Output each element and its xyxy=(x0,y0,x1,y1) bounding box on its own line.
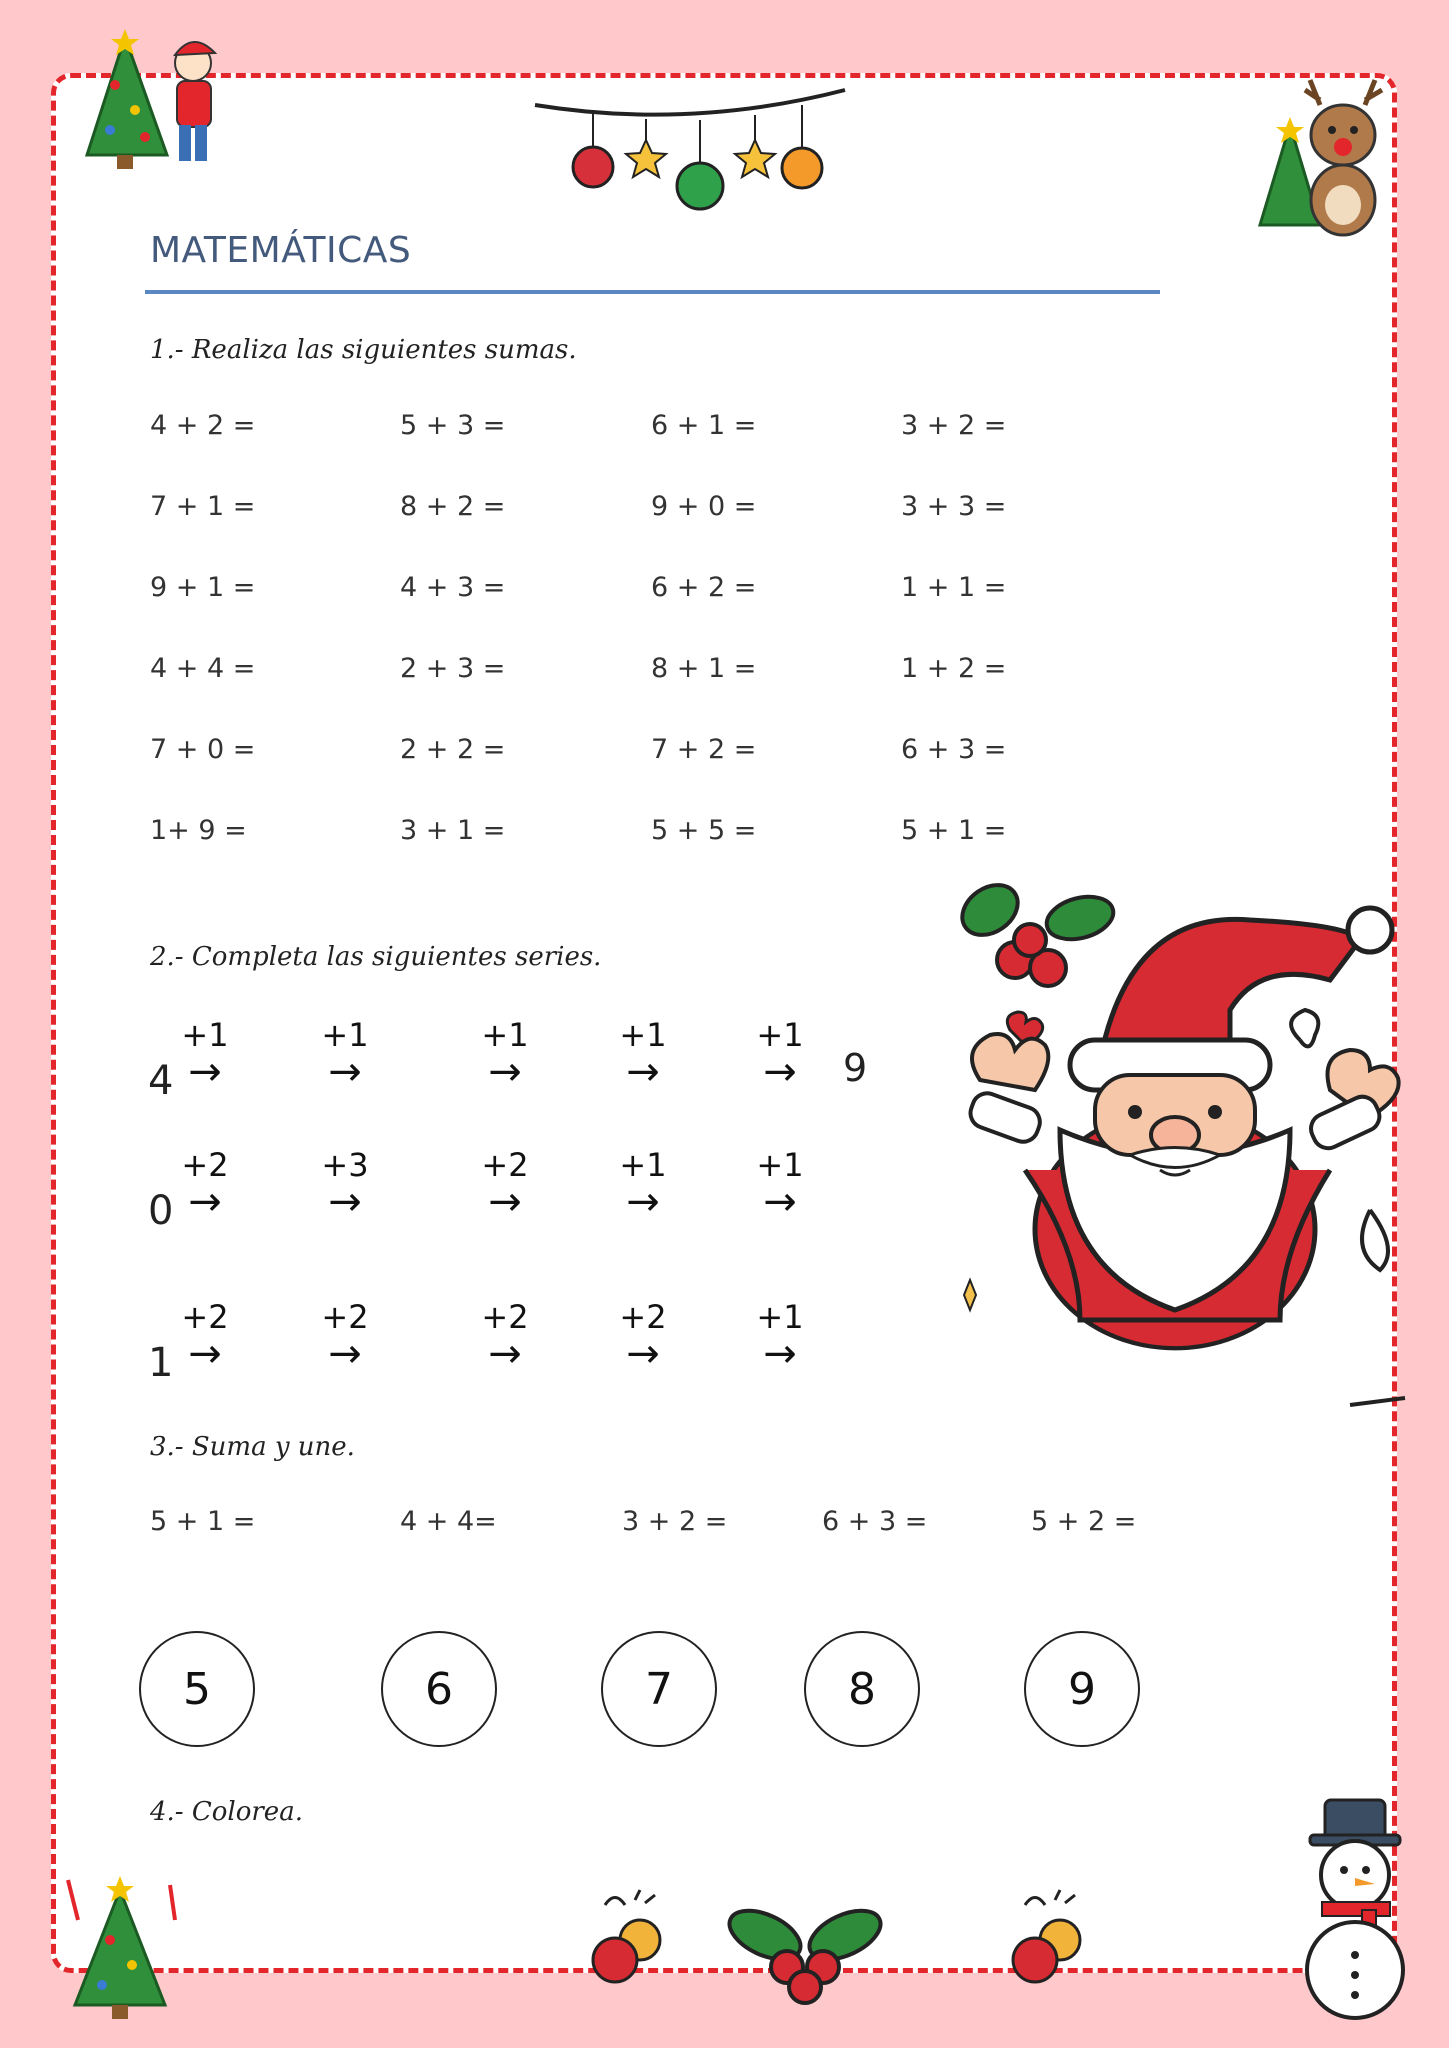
arrow-icon: → xyxy=(328,1179,362,1225)
addition-problem: 7 + 2 = xyxy=(651,734,757,765)
series-step xyxy=(165,1298,245,1377)
addition-problem: 5 + 1 = xyxy=(901,815,1007,846)
arrow-icon: → xyxy=(763,1049,797,1095)
reindeer-icon xyxy=(1250,75,1400,245)
answer-circle: 6 xyxy=(381,1631,497,1747)
series-step xyxy=(465,1298,545,1377)
answer-circle: 9 xyxy=(1024,1631,1140,1747)
addition-problem: 2 + 2 = xyxy=(400,734,506,765)
series-step xyxy=(465,1146,545,1225)
series-end-number: 9 xyxy=(843,1046,868,1090)
series-start-number: 0 xyxy=(148,1188,174,1234)
arrow-icon: → xyxy=(488,1331,522,1377)
series-start-number: 1 xyxy=(148,1340,174,1386)
step-increment-label: +2 xyxy=(181,1146,229,1184)
match-sum-problem: 4 + 4= xyxy=(400,1506,497,1537)
answer-circle: 7 xyxy=(601,1631,717,1747)
match-sum-problem: 5 + 1 = xyxy=(150,1506,256,1537)
step-increment-label: +1 xyxy=(756,1146,804,1184)
step-increment-label: +1 xyxy=(619,1016,667,1054)
series-step xyxy=(740,1298,820,1377)
addition-problem: 6 + 1 = xyxy=(651,410,757,441)
arrow-icon: → xyxy=(328,1049,362,1095)
ornament-bells-icon xyxy=(585,1885,665,1995)
page-title: MATEMÁTICAS xyxy=(150,230,412,271)
step-increment-label: +2 xyxy=(181,1298,229,1336)
christmas-tree-boy-icon xyxy=(75,25,235,175)
match-sum-problem: 5 + 2 = xyxy=(1031,1506,1137,1537)
series-step xyxy=(165,1146,245,1225)
addition-problem: 1 + 1 = xyxy=(901,572,1007,603)
series-step xyxy=(305,1146,385,1225)
arrow-icon: → xyxy=(626,1049,660,1095)
series-step xyxy=(603,1016,683,1095)
step-increment-label: +1 xyxy=(756,1016,804,1054)
match-sum-problem: 6 + 3 = xyxy=(822,1506,928,1537)
addition-problem: 3 + 2 = xyxy=(901,410,1007,441)
section2-heading: 2.- Completa las siguientes series. xyxy=(150,942,602,972)
addition-problem: 4 + 2 = xyxy=(150,410,256,441)
step-increment-label: +2 xyxy=(321,1298,369,1336)
arrow-icon: → xyxy=(188,1049,222,1095)
title-underline xyxy=(145,290,1160,294)
step-increment-label: +1 xyxy=(181,1016,229,1054)
answer-circle: 8 xyxy=(804,1631,920,1747)
santa-claus-icon xyxy=(930,850,1420,1410)
arrow-icon: → xyxy=(626,1331,660,1377)
series-step xyxy=(603,1298,683,1377)
addition-problem: 2 + 3 = xyxy=(400,653,506,684)
addition-problem: 3 + 1 = xyxy=(400,815,506,846)
step-increment-label: +1 xyxy=(619,1146,667,1184)
series-step xyxy=(740,1146,820,1225)
arrow-icon: → xyxy=(763,1331,797,1377)
step-increment-label: +1 xyxy=(481,1016,529,1054)
section4-heading: 4.- Colorea. xyxy=(150,1797,303,1827)
ornament-bells-icon xyxy=(1005,1885,1085,1995)
step-increment-label: +1 xyxy=(321,1016,369,1054)
addition-problem: 8 + 2 = xyxy=(400,491,506,522)
series-step xyxy=(740,1016,820,1095)
addition-problem: 4 + 3 = xyxy=(400,572,506,603)
step-increment-label: +2 xyxy=(619,1298,667,1336)
addition-problem: 1+ 9 = xyxy=(150,815,247,846)
addition-problem: 7 + 1 = xyxy=(150,491,256,522)
addition-problem: 3 + 3 = xyxy=(901,491,1007,522)
arrow-icon: → xyxy=(328,1331,362,1377)
addition-problem: 9 + 1 = xyxy=(150,572,256,603)
addition-problem: 6 + 3 = xyxy=(901,734,1007,765)
step-increment-label: +3 xyxy=(321,1146,369,1184)
holly-icon xyxy=(725,1895,885,2005)
snowman-icon xyxy=(1290,1790,1430,2020)
answer-circle: 5 xyxy=(139,1631,255,1747)
addition-problem: 1 + 2 = xyxy=(901,653,1007,684)
step-increment-label: +2 xyxy=(481,1298,529,1336)
ornament-garland-icon xyxy=(530,85,850,215)
series-start-number: 4 xyxy=(148,1058,174,1104)
addition-problem: 5 + 3 = xyxy=(400,410,506,441)
addition-problem: 4 + 4 = xyxy=(150,653,256,684)
arrow-icon: → xyxy=(488,1049,522,1095)
addition-problem: 8 + 1 = xyxy=(651,653,757,684)
step-increment-label: +1 xyxy=(756,1298,804,1336)
series-step xyxy=(465,1016,545,1095)
match-sum-problem: 3 + 2 = xyxy=(622,1506,728,1537)
series-step xyxy=(165,1016,245,1095)
addition-problem: 6 + 2 = xyxy=(651,572,757,603)
series-step xyxy=(603,1146,683,1225)
small-tree-icon xyxy=(60,1870,190,2025)
arrow-icon: → xyxy=(626,1179,660,1225)
step-increment-label: +2 xyxy=(481,1146,529,1184)
arrow-icon: → xyxy=(188,1331,222,1377)
section1-heading: 1.- Realiza las siguientes sumas. xyxy=(150,335,577,365)
addition-problem: 5 + 5 = xyxy=(651,815,757,846)
arrow-icon: → xyxy=(488,1179,522,1225)
series-step xyxy=(305,1016,385,1095)
arrow-icon: → xyxy=(763,1179,797,1225)
series-step xyxy=(305,1298,385,1377)
section3-heading: 3.- Suma y une. xyxy=(150,1432,355,1462)
addition-problem: 9 + 0 = xyxy=(651,491,757,522)
addition-problem: 7 + 0 = xyxy=(150,734,256,765)
arrow-icon: → xyxy=(188,1179,222,1225)
